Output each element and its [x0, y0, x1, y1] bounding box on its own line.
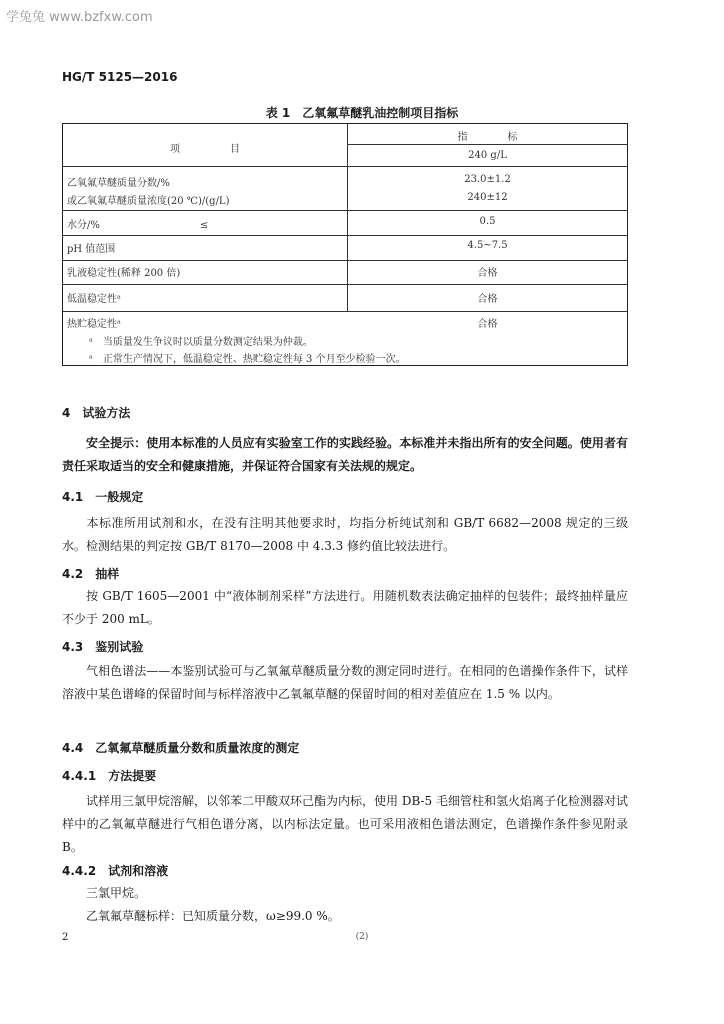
control-items-table — [62, 123, 628, 366]
safety-notice-text: 安全提示：使用本标准的人员应有实验室工作的实践经验。本标准并未指出所有的安全问题。使用者有责任采取适当的安全和健康措施，并保证符合国家有关法规的规定。 — [62, 436, 628, 473]
row-content-label: 乙氧氟草醚质量分数/% — [67, 178, 170, 189]
row-water-value: 0.5 — [479, 216, 496, 227]
row-ph-label: pH 值范围 — [67, 244, 116, 255]
reagent-item: 乙氧氟草醚标样：已知质量分数，ω≥99.0 %。 — [86, 909, 340, 923]
section-4-4-2-title: 4.4.2 试剂和溶液 — [62, 864, 169, 878]
row-lowtemp-label: 低温稳定性ᵃ — [67, 294, 121, 305]
table-note: ᵃ 正常生产情况下，低温稳定性、热贮稳定性每 3 个月至少检验一次。 — [89, 354, 406, 365]
watermark: 学兔兔 www.bzfxw.com — [6, 10, 153, 25]
header-index: 指 标 — [457, 132, 518, 143]
section-4-1-body: 本标准所用试剂和水，在没有注明其他要求时，均指分析纯试剂和 GB/T 6682—2008 规定的三级水。检测结果的判定按 GB/T 8170—2008 中 4.3.3 修约值比较法进行。 — [62, 516, 628, 553]
page-code: (2) — [355, 932, 369, 942]
row-content-label-2: 或乙氧氟草醚质量浓度(20 ℃)/(g/L) — [67, 196, 230, 207]
row-ph-value: 4.5~7.5 — [467, 240, 508, 251]
row-content-value: 23.0±1.2 — [464, 174, 511, 185]
section-4-1-title: 4.1 一般规定 — [62, 490, 144, 504]
table-note: ᵃ 当质量发生争议时以质量分数测定结果为仲裁。 — [89, 337, 313, 348]
table-rule — [63, 235, 627, 236]
table-rule — [63, 166, 627, 167]
reagent-item: 三氯甲烷。 — [86, 886, 147, 900]
section-4-3-title: 4.3 鉴别试验 — [62, 640, 144, 654]
section-4-1-text — [62, 512, 628, 558]
table-rule — [63, 284, 627, 285]
table-rule — [63, 260, 627, 261]
row-heat-label: 热贮稳定性ᵃ — [67, 319, 121, 330]
section-4-3-text — [62, 660, 628, 706]
section-4-title: 4 试验方法 — [62, 406, 131, 420]
section-4-4-1-title: 4.4.1 方法提要 — [62, 769, 157, 783]
row-content-value-2: 240±12 — [467, 192, 508, 203]
safety-notice — [62, 432, 628, 478]
row-lowtemp-value: 合格 — [477, 294, 498, 305]
row-emulsion-value: 合格 — [477, 268, 498, 279]
table-rule — [347, 144, 628, 145]
row-water-label: 水分/% ≤ — [67, 220, 209, 231]
page-number: 2 — [62, 932, 69, 943]
section-4-4-1-text — [62, 790, 628, 859]
row-heat-value: 合格 — [477, 319, 498, 330]
section-4-4-title: 4.4 乙氧氟草醚质量分数和质量浓度的测定 — [62, 741, 300, 755]
section-4-2-body: 按 GB/T 1605—2001 中“液体制剂采样”方法进行。用随机数表法确定抽样的包装件；最终抽样量应不少于 200 mL。 — [62, 589, 628, 626]
table-title: 表 1 乙氧氟草醚乳油控制项目指标 — [265, 106, 459, 120]
row-emulsion-label: 乳液稳定性(稀释 200 倍) — [67, 268, 181, 279]
header-spec: 240 g/L — [468, 150, 507, 161]
section-4-2-text — [62, 585, 628, 631]
section-4-2-title: 4.2 抽样 — [62, 567, 120, 581]
section-4-4-1-body: 试样用三氯甲烷溶解，以邻苯二甲酸双环己酯为内标，使用 DB-5 毛细管柱和氢火焰离子化检测器对试样中的乙氧氟草醚进行气相色谱分离，以内标法定量。也可采用液相色谱法测定，色谱操作条件参见附录 B。 — [62, 794, 628, 854]
table-rule — [63, 311, 627, 312]
section-4-3-body: 气相色谱法——本鉴别试验可与乙氧氟草醚质量分数的测定同时进行。在相同的色谱操作条件下，试样溶液中某色谱峰的保留时间与标样溶液中乙氧氟草醚的保留时间的相对差值应在 1.5 % 以内。 — [62, 664, 628, 701]
standard-number: HG/T 5125—2016 — [62, 70, 178, 84]
table-rule — [63, 210, 627, 211]
header-item: 项 目 — [170, 144, 240, 155]
